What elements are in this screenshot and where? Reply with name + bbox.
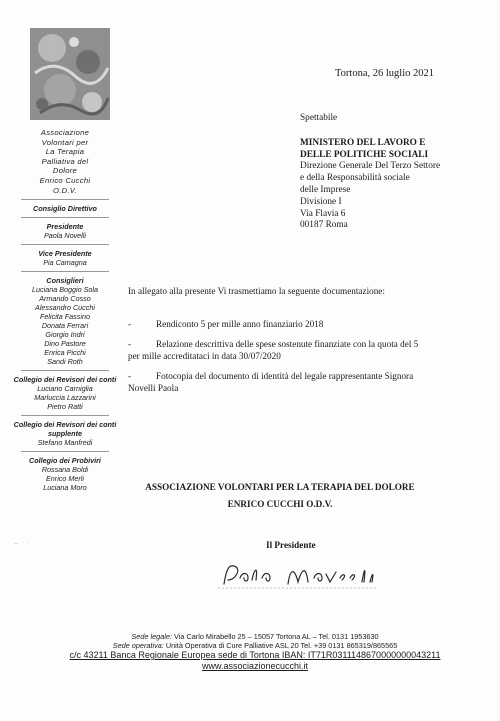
- consigliere-name: Enrica Picchi: [44, 348, 86, 358]
- footer-bank-details: c/c 43211 Banca Regionale Europea sede di Tortona IBAN: IT71R0311148670000000043211: [69, 650, 441, 660]
- consigliere-name: Armando Cosso: [39, 294, 91, 304]
- org-line: La Terapia: [45, 147, 85, 157]
- recipient-address: [300, 113, 440, 232]
- salutation: Spettabile: [300, 113, 338, 123]
- letter-date: Tortona, 26 luglio 2021: [335, 68, 435, 79]
- intro-paragraph: In allegato alla presente Vi trasmettiamo la seguente documentazione:: [128, 286, 385, 296]
- item-dash: -: [128, 371, 132, 381]
- address-line: 00187 Roma: [300, 220, 348, 231]
- divider: [21, 199, 109, 200]
- revisori-label: Collegio dei Revisori dei conti: [13, 375, 117, 385]
- org-line: Palliativa del: [41, 156, 89, 166]
- divider: [21, 451, 109, 452]
- vice-label: Vice Presidente: [38, 249, 92, 259]
- handwritten-signature: [218, 558, 378, 597]
- consigliere-name: Felicita Fassino: [40, 312, 90, 322]
- consigliere-name: Dino Pastore: [44, 339, 86, 349]
- proboviro-name: Luciana Moro: [43, 483, 87, 493]
- presidente-label: Presidente: [46, 222, 84, 232]
- supplente-name: Stefano Manfredi: [37, 438, 93, 448]
- divider: [21, 244, 109, 245]
- item-text: Rendiconto 5 per mille anno finanziario 2018: [156, 319, 324, 329]
- recipient-name-line: DELLE POLITICHE SOCIALI: [300, 149, 429, 160]
- address-line: Direzione Generale Del Terzo Settore: [300, 161, 441, 172]
- consigliere-name: Giorgio Indri: [45, 330, 85, 340]
- footer-text: Unità Operativa di Cure Palliative ASL 20 Tel. +39 0131 865319/865565: [165, 641, 398, 650]
- association-line: ASSOCIAZIONE VOLONTARI PER LA TERAPIA DEL DOLORE: [145, 482, 415, 492]
- attachment-item: [128, 318, 428, 330]
- association-logo: [30, 28, 110, 120]
- consiglio-title: Consiglio Direttivo: [33, 204, 97, 214]
- attachment-item: [128, 370, 428, 394]
- address-line: Divisione I: [300, 196, 342, 207]
- logo-artwork: [30, 28, 110, 120]
- president-title: Il Presidente: [266, 540, 316, 550]
- divider: [21, 217, 109, 218]
- item-text: Fotocopia del documento di identità del legale rappresentante Signora: [156, 371, 414, 381]
- footer-legal-address: [40, 632, 470, 641]
- org-line: Dolore: [52, 166, 78, 176]
- revisore-name: Marluccia Lazzarini: [34, 393, 96, 403]
- org-line: Associazione: [40, 128, 90, 137]
- vice-name: Pia Camagna: [43, 258, 87, 268]
- footer-label: Sede legale:: [131, 632, 172, 641]
- address-line: e della Responsabilità sociale: [300, 173, 410, 184]
- item-text-continued: Novelli Paola: [128, 383, 179, 393]
- letterhead-footer: [40, 632, 470, 672]
- divider: [21, 370, 109, 371]
- item-dash: -: [128, 319, 132, 329]
- attachment-item: [128, 338, 428, 362]
- org-line: O.D.V.: [52, 185, 78, 195]
- item-dash: -: [128, 339, 132, 349]
- association-line: ENRICO CUCCHI O.D.V.: [227, 499, 333, 509]
- probiviri-label: Collegio dei Probiviri: [29, 456, 101, 466]
- footer-text: Via Carlo Mirabello 25 – 15057 Tortona AL – Tel. 0131 1953630: [174, 632, 379, 641]
- consigliere-name: Donata Ferrari: [41, 321, 89, 331]
- consigliere-name: Luciana Boggio Sola: [32, 285, 98, 295]
- sidebar-board-list: [12, 128, 118, 492]
- scan-mark: ‥ · ·: [14, 540, 31, 546]
- address-line: delle Imprese: [300, 184, 351, 195]
- org-line: Volontari per: [41, 137, 89, 147]
- revisore-name: Pietro Ratti: [47, 402, 83, 412]
- letter-body: [128, 285, 428, 402]
- association-name: [120, 479, 440, 513]
- consigliere-name: Alessandro Cucchi: [35, 303, 95, 313]
- footer-label: Sede operativa:: [112, 641, 164, 650]
- proboviro-name: Rossana Boldi: [41, 465, 89, 475]
- org-line: Enrico Cucchi: [39, 175, 91, 185]
- divider: [21, 271, 109, 272]
- item-text: Relazione descrittiva delle spese sostenute finanziate con la quota del 5: [156, 339, 419, 349]
- recipient-name-line: MINISTERO DEL LAVORO E: [300, 137, 426, 148]
- consigliere-name: Sandi Roth: [47, 357, 83, 367]
- presidente-name: Paola Novelli: [44, 231, 86, 241]
- footer-website-link[interactable]: www.associazionecucchi.it: [201, 661, 309, 671]
- signature-drawing: [218, 558, 378, 592]
- divider: [21, 415, 109, 416]
- supplente-label: Collegio dei Revisori dei conti supplente: [13, 420, 117, 439]
- consiglieri-label: Consiglieri: [46, 276, 84, 286]
- item-text-continued: per mille accreditataci in data 30/07/2020: [128, 351, 281, 361]
- proboviro-name: Enrico Merli: [46, 474, 84, 484]
- address-line: Via Flavia 6: [300, 208, 346, 219]
- footer-operating-address: [40, 641, 470, 650]
- revisore-name: Luciano Carniglia: [37, 384, 93, 394]
